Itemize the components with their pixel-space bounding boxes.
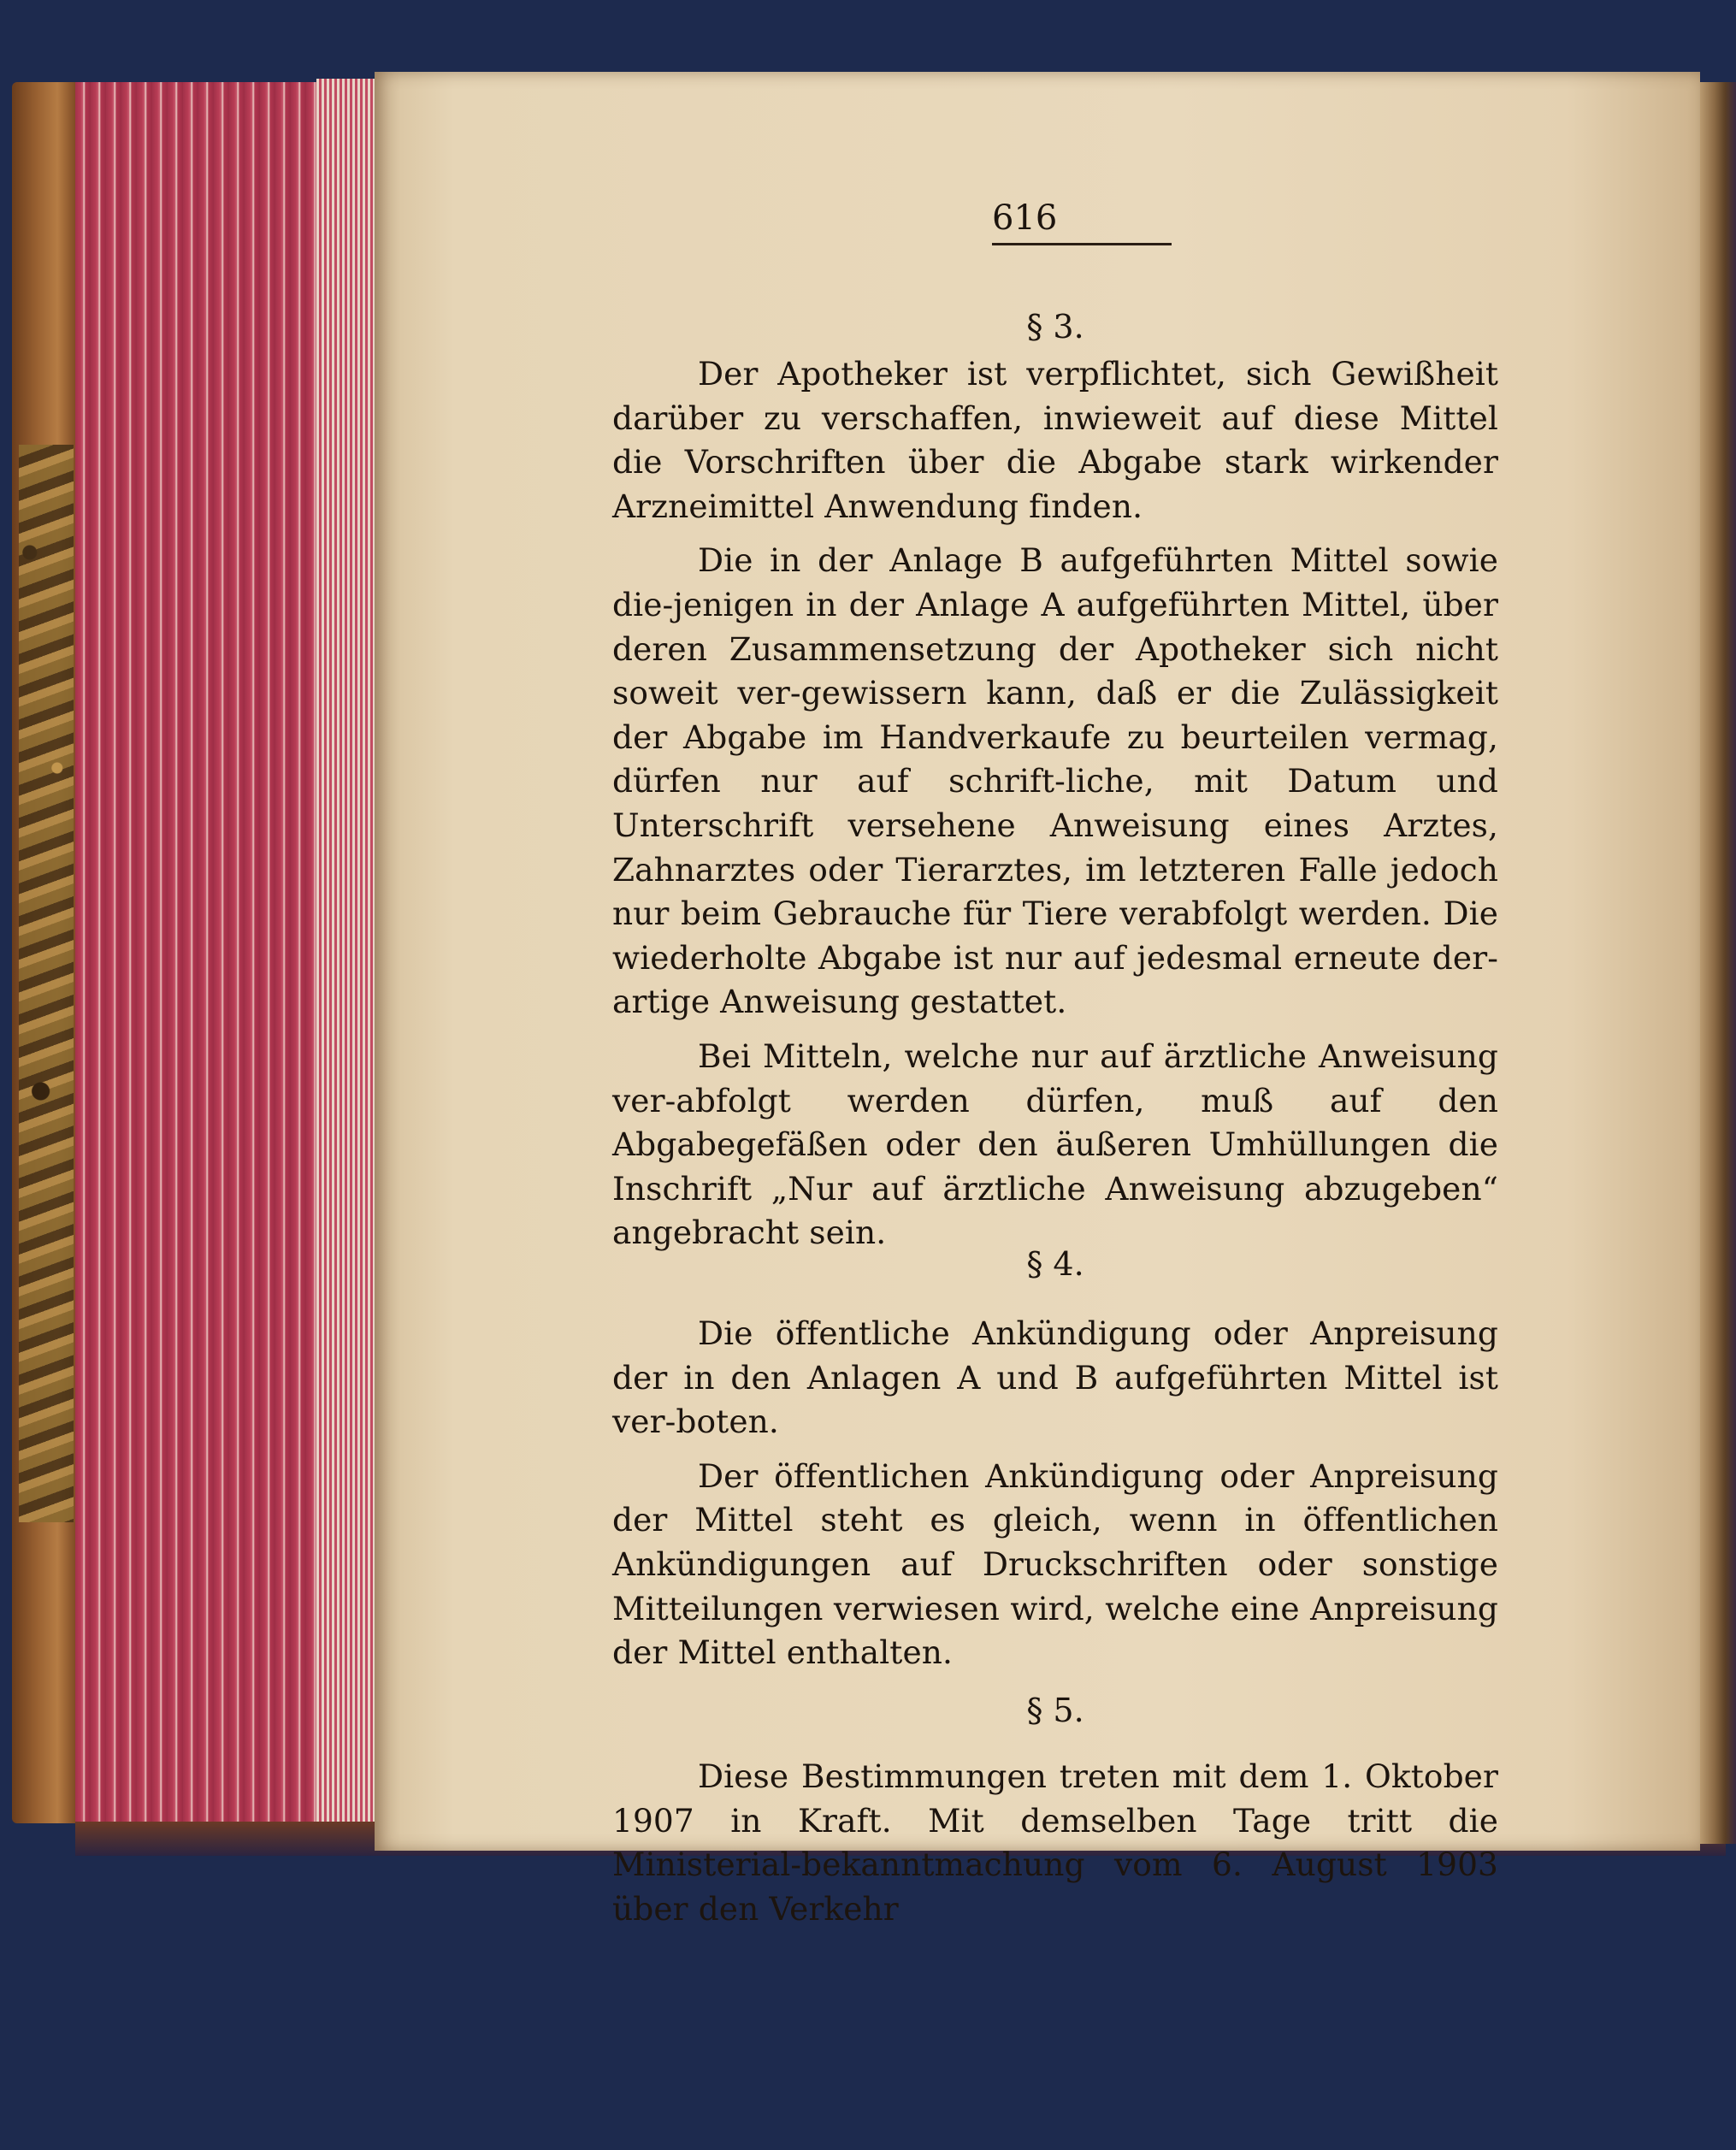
paragraph: Der öffentlichen Ankündigung oder Anpreisung der Mittel steht es gleich, wenn in öffentlichen Ankündigungen auf Druckschriften oder sonstige Mitteilungen verwiesen wird, welche eine Anpreisung der Mittel enthalten. xyxy=(612,1456,1498,1672)
paragraph: Die in der Anlage B aufgeführten Mittel sowie die-jenigen in der Anlage A aufgeführten Mittel, über deren Zusammensetzung der Apotheker sich nicht soweit ver-gewissern kann, daß er die Zulässigkeit der Abgabe im Handverkaufe zu beurteilen vermag, dürfen nur auf schrift-liche, mit Datum und Unterschrift versehene Anweisung eines Arztes, Zahnarztes oder Tierarztes, im letzteren Falle jedoch nur beim Gebrauche für Tiere verabfolgt werden. Die wiederholte Abgabe ist nur auf jedesmal erneute der-artige Anweisung gestattet. xyxy=(612,541,1498,1021)
section-heading-5: § 5. xyxy=(1026,1692,1084,1729)
paragraph: Bei Mitteln, welche nur auf ärztliche Anweisung ver-abfolgt werden dürfen, muß auf den Abgabegefäßen oder den äußeren Umhüllungen die Inschrift „Nur auf ärztliche Anweisung abzugeben“ angebracht sein. xyxy=(612,1037,1498,1252)
paragraph: Diese Bestimmungen treten mit dem 1. Oktober 1907 in Kraft. Mit demselben Tage tritt die Ministerial-bekanntmachung vom 6. August 1903 über den Verkehr xyxy=(612,1757,1498,1928)
header-rule xyxy=(992,243,1172,245)
section-3-text xyxy=(612,352,1498,1255)
page-number: 616 xyxy=(992,198,1058,238)
section-4-text xyxy=(612,1312,1498,1675)
section-heading-3: § 3. xyxy=(1026,308,1084,346)
paragraph: Der Apotheker ist verpflichtet, sich Gewißheit darüber zu verschaffen, inwieweit auf diese Mittel die Vorschriften über die Abgabe stark wirkender Arzneimittel Anwendung finden. xyxy=(612,355,1498,525)
section-5-text xyxy=(612,1755,1498,1931)
page-edges-stack xyxy=(316,79,376,1823)
book-spine-right xyxy=(1700,82,1736,1844)
section-heading-4: § 4. xyxy=(1026,1245,1084,1283)
marbled-cover-paper xyxy=(19,445,74,1522)
paragraph: Die öffentliche Ankündigung oder Anpreisung der in den Anlagen A und B aufgeführten Mittel ist ver-boten. xyxy=(612,1314,1498,1441)
